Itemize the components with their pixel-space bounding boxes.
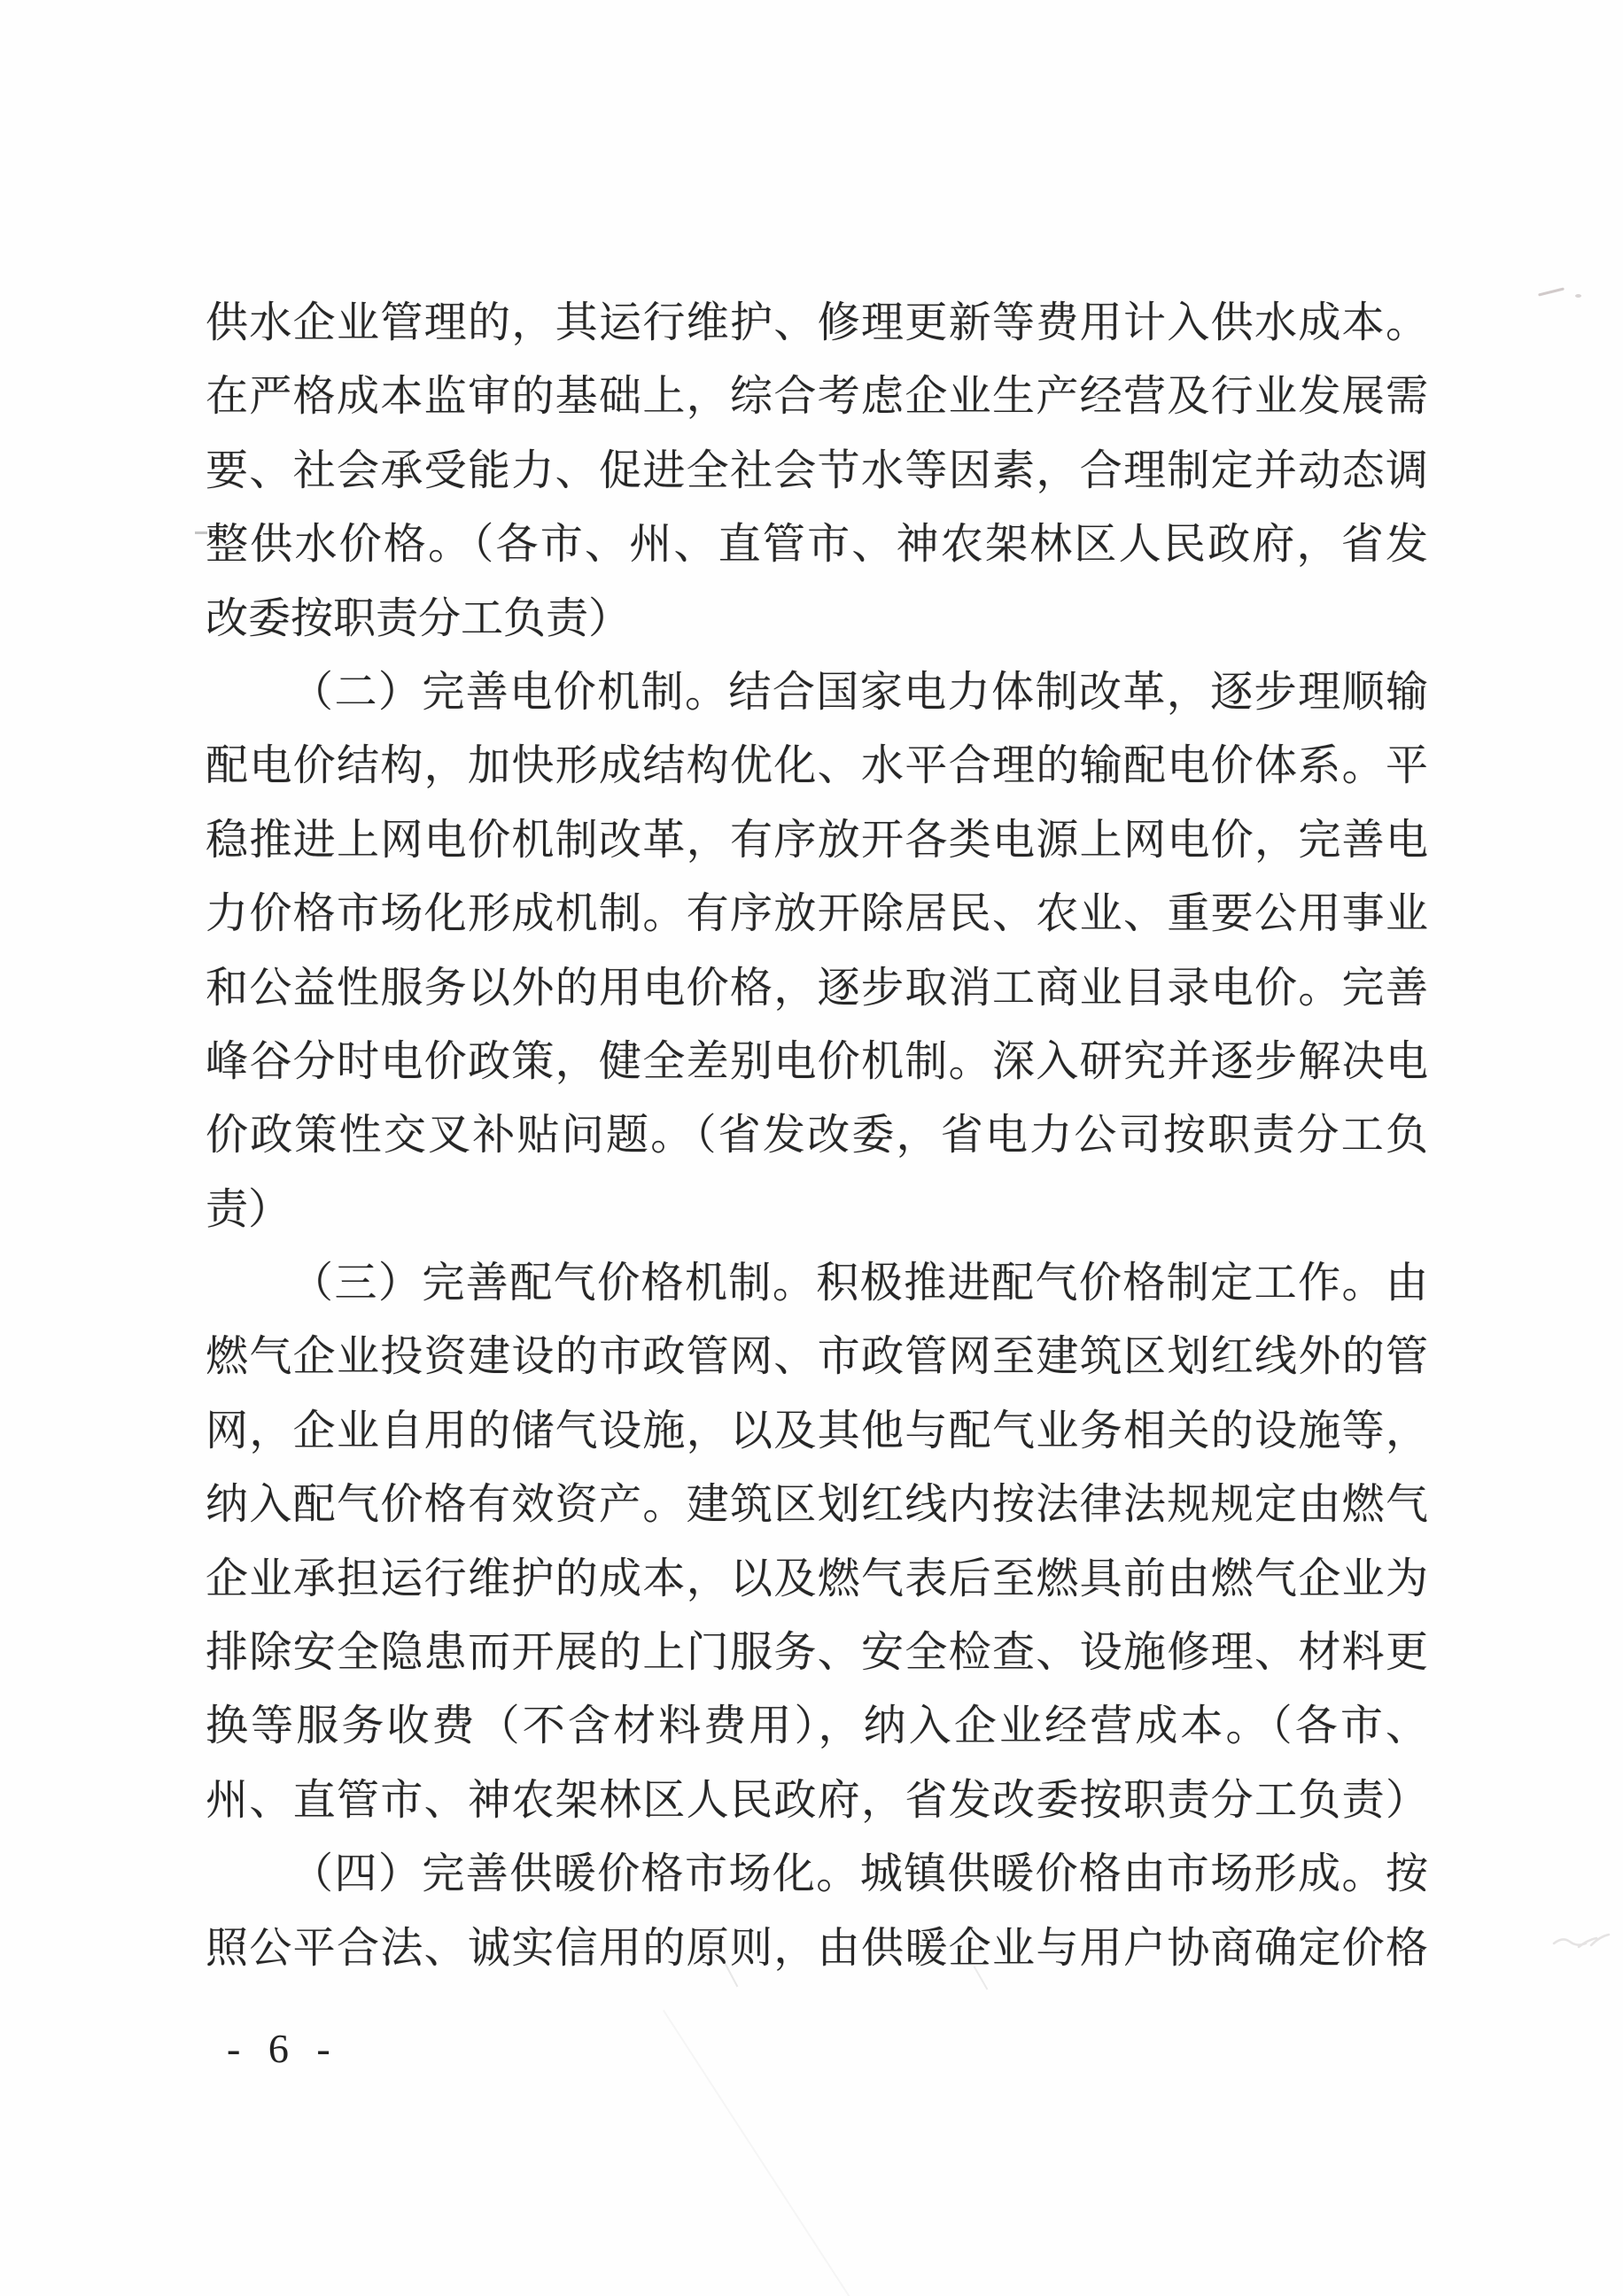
text-line: 要、社会承受能力、促进全社会节水等因素，合理制定并动态调 [206, 446, 1428, 494]
text-line: 照公平合法、诚实信用的原则，由供暖企业与用户协商确定价格 [206, 1924, 1428, 1972]
text-line: （四）完善供暖价格市场化。城镇供暖价格由市场形成。按 [291, 1850, 1428, 1898]
text-line: 网，企业自用的储气设施，以及其他与配气业务相关的设施等， [206, 1407, 1428, 1454]
text-line: 供水企业管理的，其运行维护、修理更新等费用计入供水成本。 [206, 299, 1428, 346]
text-line: 力价格市场化形成机制。有序放开除居民、农业、重要公用事业 [206, 890, 1428, 938]
text-line: 排除安全隐患而开展的上门服务、安全检查、设施修理、材料更 [206, 1629, 1428, 1677]
text-line: 责） [206, 1185, 291, 1233]
text-line: 稳推进上网电价机制改革，有序放开各类电源上网电价，完善电 [206, 816, 1428, 864]
text-line: 燃气企业投资建设的市政管网、市政管网至建筑区划红线外的管 [206, 1333, 1428, 1381]
scan-artifact-bleedthrough-streak [663, 2010, 858, 2296]
text-line: 企业承担运行维护的成本，以及燃气表后至燃具前由燃气企业为 [206, 1555, 1428, 1602]
page-number: - 6 - [227, 2026, 339, 2071]
text-line: 配电价结构，加快形成结构优化、水平合理的输配电价体系。平 [206, 742, 1428, 790]
text-line: 峰谷分时电价政策，健全差别电价机制。深入研究并逐步解决电 [206, 1037, 1428, 1085]
scan-artifact-top-right-dot [1575, 294, 1581, 298]
text-line: （二）完善电价机制。结合国家电力体制改革，逐步理顺输 [291, 668, 1428, 716]
text-line: 换等服务收费（不含材料费用），纳入企业经营成本。（各市、 [206, 1703, 1428, 1750]
text-line: 整供水价格。（各市、州、直管市、神农架林区人民政府，省发 [206, 521, 1428, 569]
text-line: （三）完善配气价格机制。积极推进配气价格制定工作。由 [291, 1260, 1428, 1307]
scan-artifact-bottom-right-squiggle [1552, 1924, 1614, 1964]
text-line: 和公益性服务以外的用电价格，逐步取消工商业目录电价。完善 [206, 964, 1428, 1012]
text-line: 在严格成本监审的基础上，综合考虑企业生产经营及行业发展需 [206, 373, 1428, 421]
scan-artifact-top-right-stroke [1538, 287, 1565, 296]
text-line: 州、直管市、神农架林区人民政府，省发改委按职责分工负责） [206, 1776, 1428, 1824]
document-body [206, 286, 1428, 1985]
text-line: 纳入配气价格有效资产。建筑区划红线内按法律法规规定由燃气 [206, 1481, 1428, 1529]
text-line: 价政策性交叉补贴问题。（省发改委，省电力公司按职责分工负 [206, 1112, 1428, 1160]
text-line: 改委按职责分工负责） [206, 594, 632, 642]
